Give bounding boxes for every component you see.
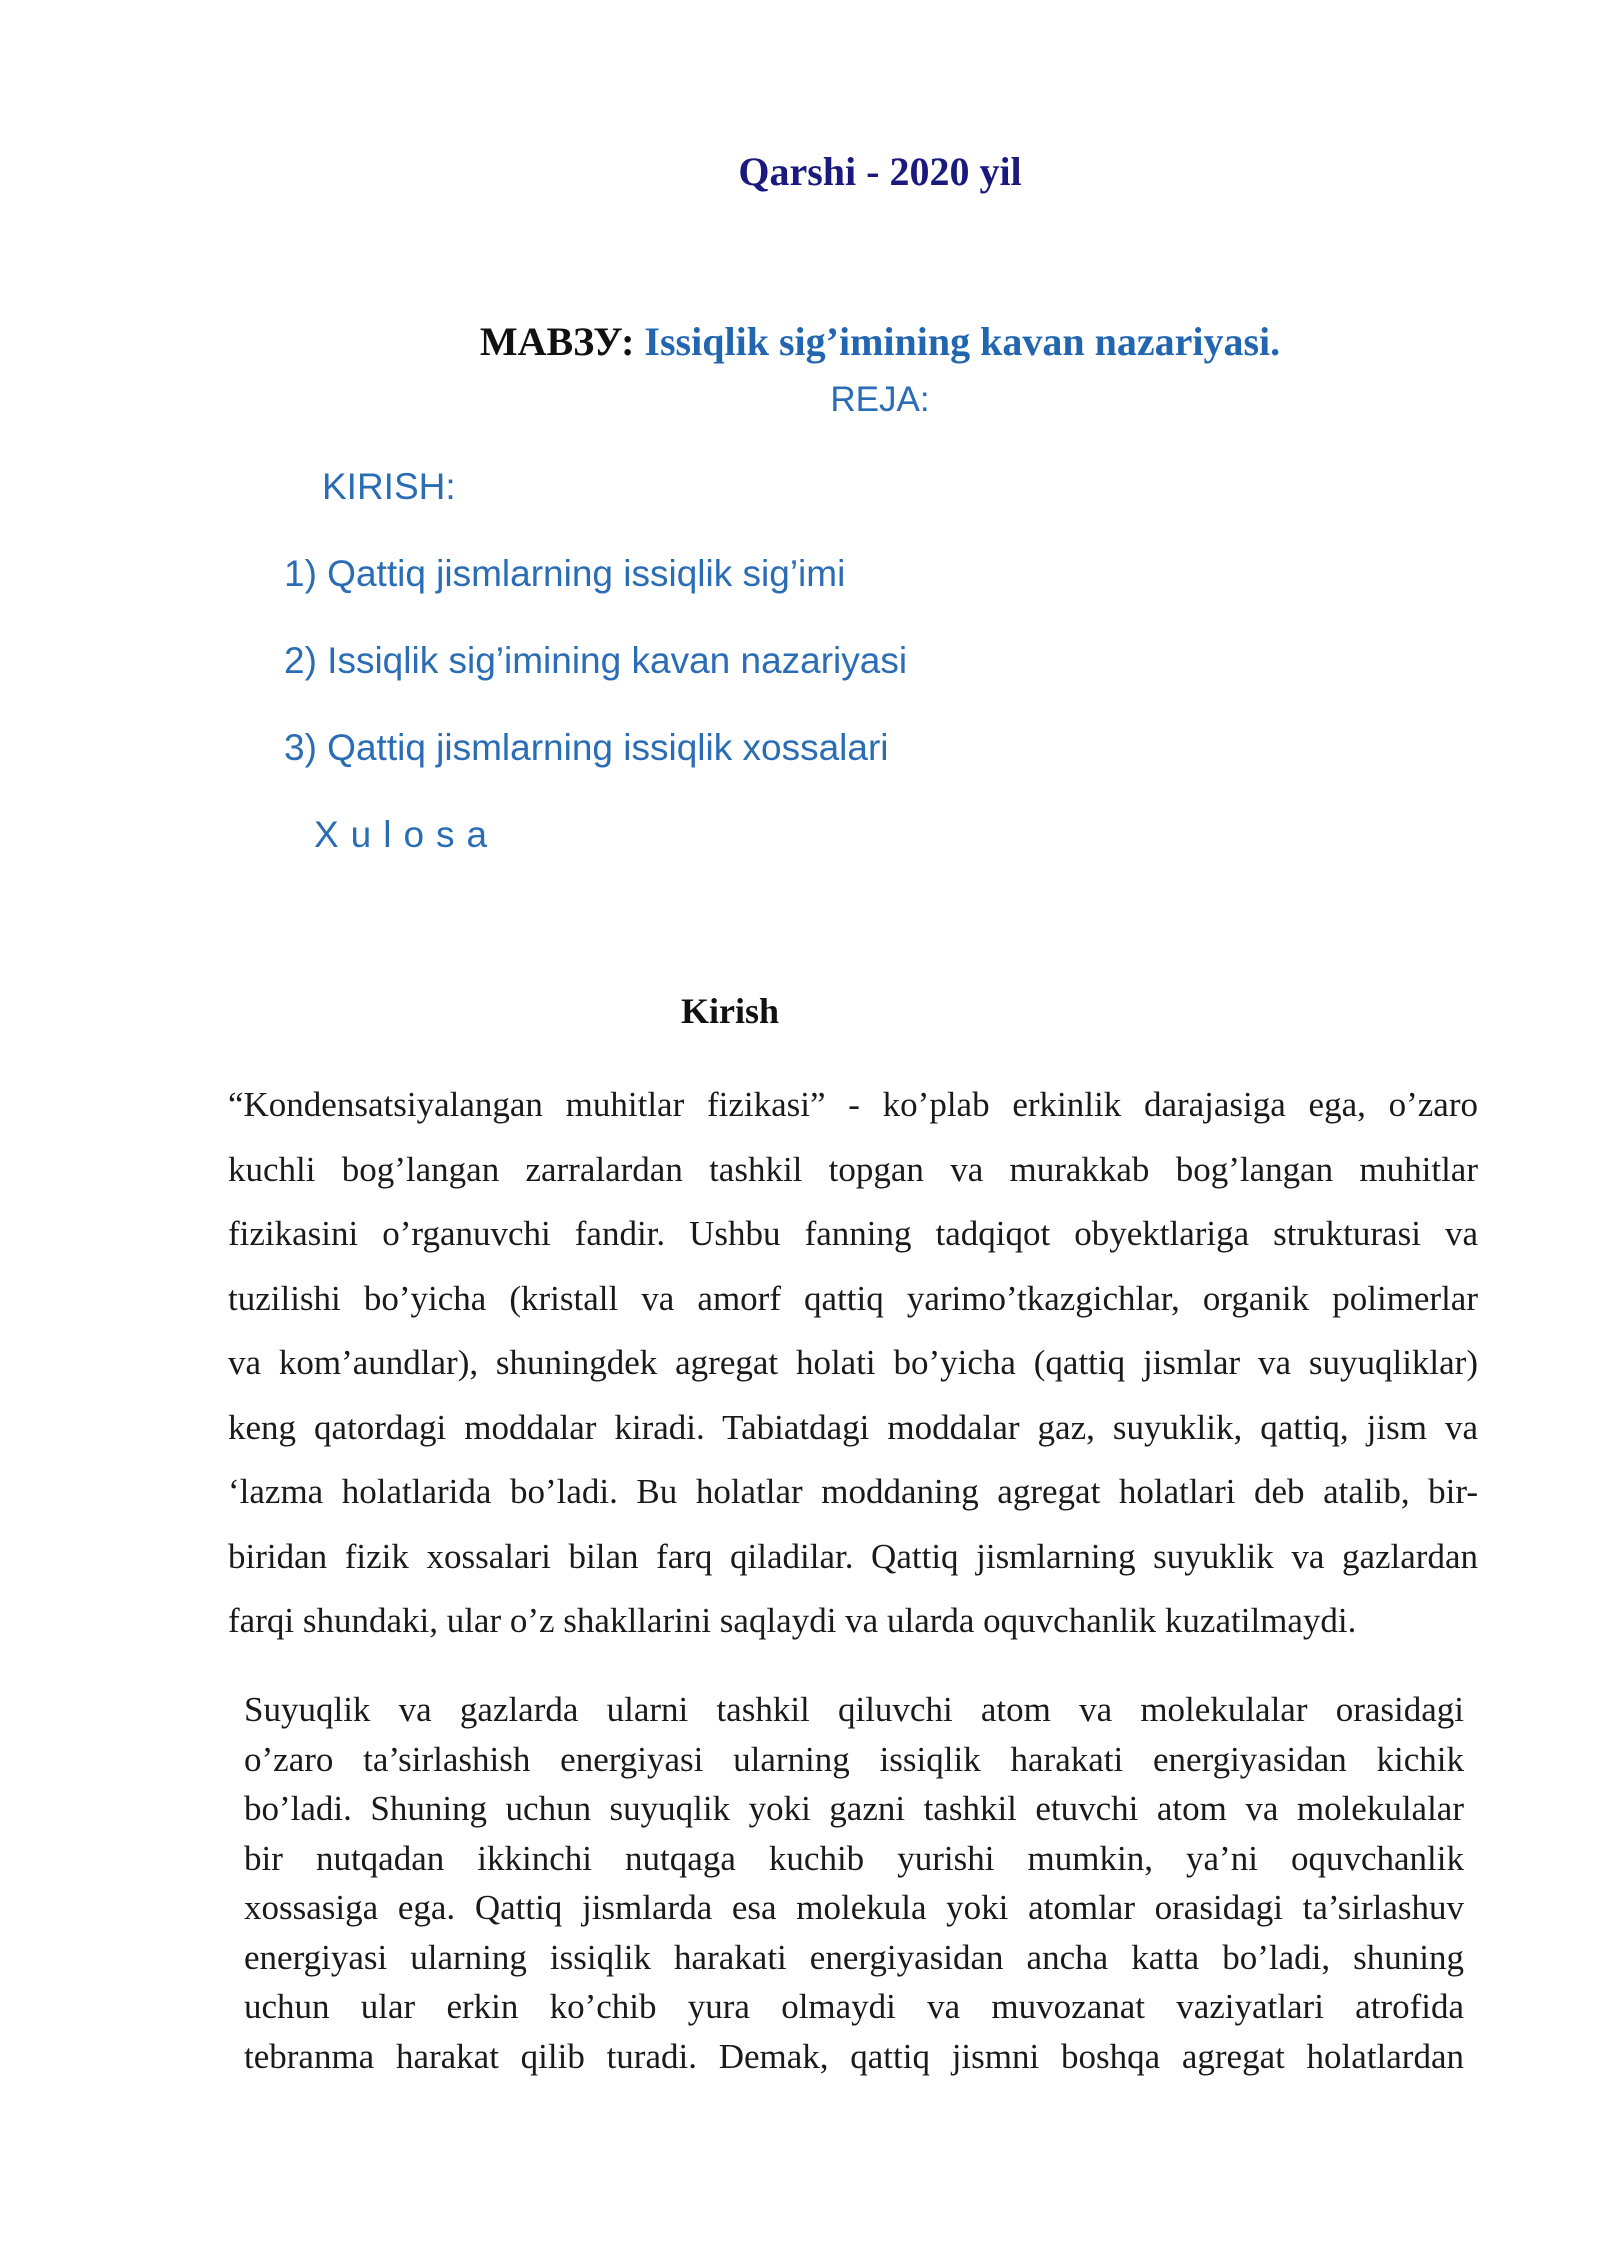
- paragraph-line: xossasiga ega. Qattiq jismlarda esa molekula yoki atomlar orasidagi ta’sirlashuv: [244, 1888, 1464, 1927]
- paragraph-1: [228, 1073, 1478, 1654]
- plan-title: REJA:: [830, 380, 930, 419]
- topic-title: Issiqlik sig’imining kavan nazariyasi.: [644, 319, 1281, 364]
- plan-item-kirish: KIRISH:: [322, 466, 456, 507]
- paragraph-line: bir nutqadan ikkinchi nutqaga kuchib yurishi mumkin, ya’ni oquvchanlik: [244, 1838, 1464, 1878]
- paragraph-line: ‘lazma holatlarida bo’ladi. Bu holatlar moddaning agregat holatlari deb atalib, bir-: [228, 1472, 1478, 1511]
- paragraph-line: kuchli bog’langan zarralardan tashkil topgan va murakkab bog’langan muhitlar: [228, 1149, 1478, 1189]
- paragraph-line: fizikasini o’rganuvchi fandir. Ushbu fanning tadqiqot obyektlariga strukturasi va: [228, 1214, 1478, 1253]
- paragraph-line: energiyasi ularning issiqlik harakati energiyasidan ancha katta bo’ladi, shuning: [244, 1937, 1464, 1977]
- paragraph-line: Suyuqlik va gazlarda ularni tashkil qiluvchi atom va molekulalar orasidagi: [244, 1690, 1464, 1729]
- paragraph-line: biridan fizik xossalari bilan farq qiladilar. Qattiq jismlarning suyuklik va gazlardan: [228, 1536, 1478, 1576]
- paragraph-line: “Kondensatsiyalangan muhitlar fizikasi” - ko’plab erkinlik darajasiga ega, o’zaro: [228, 1085, 1478, 1124]
- plan-item-3: 3) Qattiq jismlarning issiqlik xossalari: [284, 727, 889, 768]
- section-heading-kirish: Kirish: [680, 991, 779, 1031]
- paragraph-line: keng qatordagi moddalar kiradi. Tabiatdagi moddalar gaz, suyuklik, qattiq, jism va: [228, 1407, 1478, 1447]
- plan-item-2: 2) Issiqlik sig’imining kavan nazariyasi: [284, 640, 908, 681]
- header-city-year: Qarshi - 2020 yil: [738, 149, 1022, 194]
- paragraph-line: bo’ladi. Shuning uchun suyuqlik yoki gazni tashkil etuvchi atom va molekulalar: [244, 1789, 1464, 1828]
- topic-line: [0, 318, 1600, 365]
- topic-prefix: МАВЗУ:: [479, 319, 635, 364]
- paragraph-2: [244, 1685, 1464, 2081]
- paragraph-line: o’zaro ta’sirlashish energiyasi ularning issiqlik harakati energiyasidan kichik: [244, 1739, 1464, 1779]
- paragraph-line: uchun ular erkin ko’chib yura olmaydi va muvozanat vaziyatlari atrofida: [244, 1987, 1464, 2026]
- plan-item-xulosa: Xulosa: [314, 814, 500, 855]
- paragraph-line: tebranma harakat qilib turadi. Demak, qattiq jismni boshqa agregat holatlardan: [244, 2036, 1464, 2076]
- paragraph-line: va kom’aundlar), shuningdek agregat holati bo’yicha (qattiq jismlar va suyuqliklar): [228, 1343, 1478, 1382]
- paragraph-line: farqi shundaki, ular o’z shakllarini saqlaydi va ularda oquvchanlik kuzatilmaydi.: [228, 1601, 1357, 1640]
- plan-item-1: 1) Qattiq jismlarning issiqlik sig’imi: [284, 553, 846, 594]
- paragraph-line: tuzilishi bo’yicha (kristall va amorf qattiq yarimo’tkazgichlar, organik polimerlar: [228, 1278, 1478, 1318]
